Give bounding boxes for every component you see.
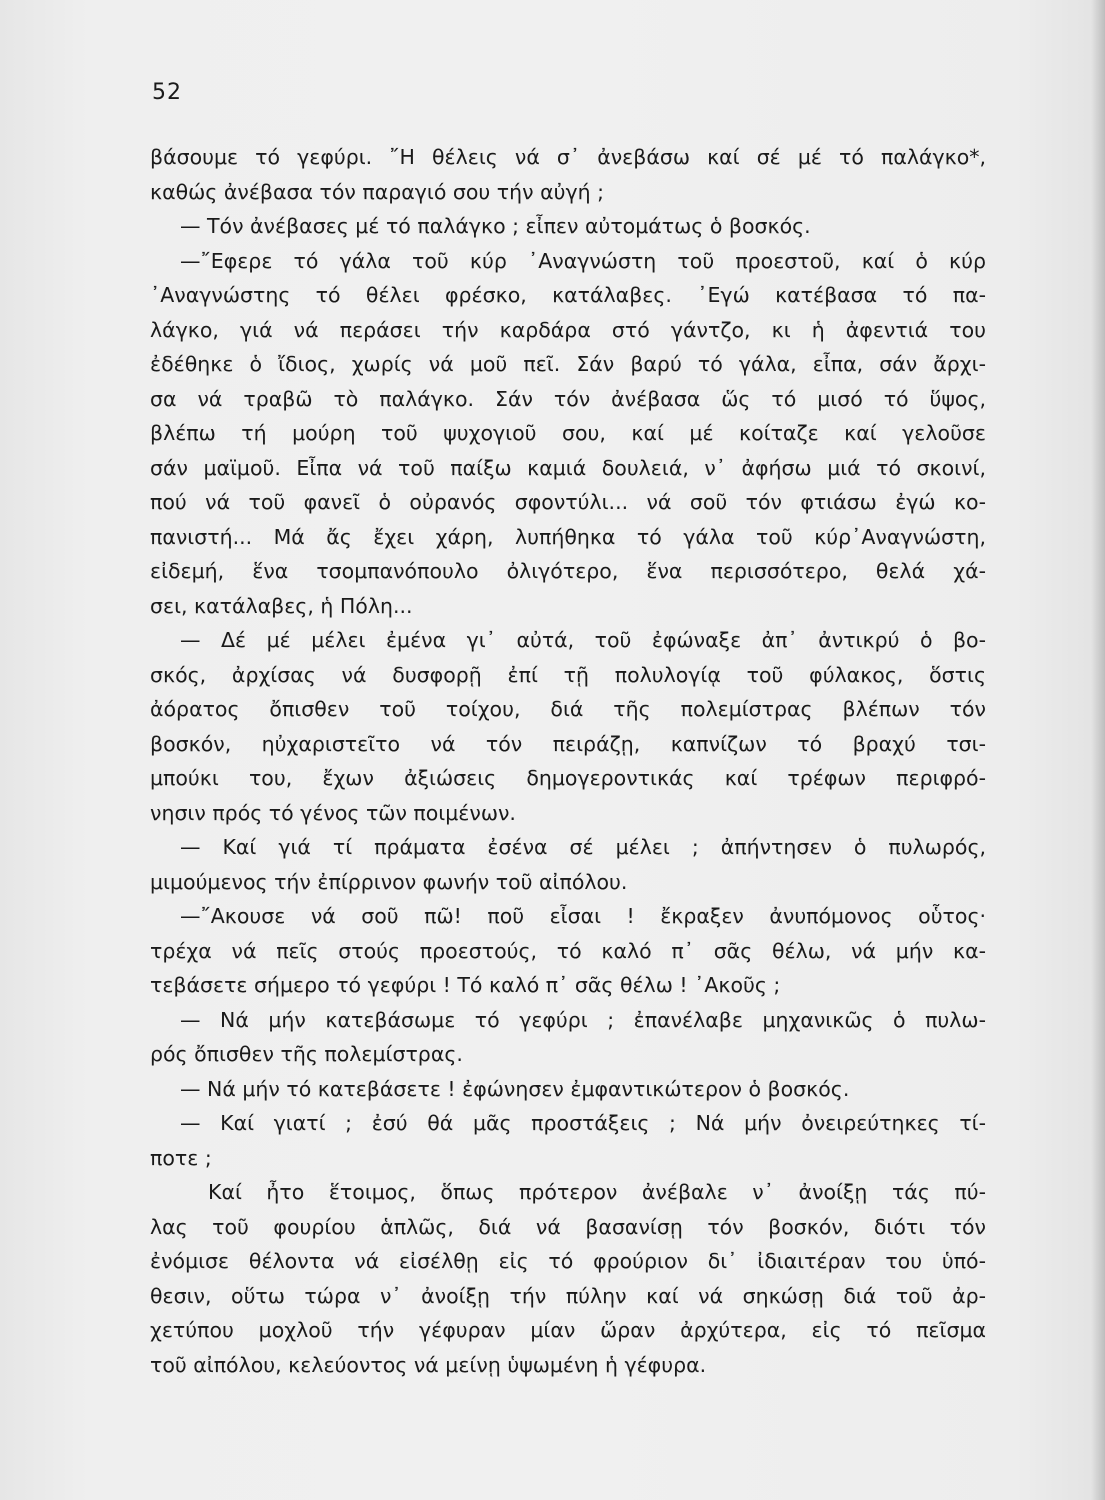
text-line: χετύπου μοχλοῦ τήν γέφυραν μίαν ὥραν ἀρχύτερα, εἰς τό πεῖσμα <box>150 1318 986 1342</box>
text-line: λας τοῦ φουρίου ἁπλῶς, διά νά βασανίσῃ τόν βοσκόν, διότι τόν <box>150 1214 986 1239</box>
text-line: βάσουμε τό γεφύρι. ῎Η θέλεις νά σ᾽ ἀνεβάσω καί σέ μέ τό παλάγκο*, <box>150 145 986 169</box>
page-edge-shadow <box>1091 0 1105 1500</box>
text-line: εἰδεμή, ἕνα τσομπανόπουλο ὀλιγότερο, ἕνα περισσότερο, θελά χά- <box>150 559 986 583</box>
text-line: — Δέ μέ μέλει ἐμένα γι᾽ αὐτά, τοῦ ἐφώναξε ἀπ᾽ ἀντικρύ ὁ βο- <box>180 628 986 652</box>
text-line: μιμούμενος τήν ἐπίρρινον φωνήν τοῦ αἰπόλου. <box>150 869 628 894</box>
text-line: μπούκι του, ἔχων ἀξιώσεις δημογεροντικάς καί τρέφων περιφρό- <box>150 766 986 790</box>
text-line: —῎Εφερε τό γάλα τοῦ κύρ ᾽Αναγνώστη τοῦ προεστοῦ, καί ὁ κύρ <box>180 248 986 273</box>
text-line: καθώς ἀνέβασα τόν παραγιό σου τήν αὐγή ; <box>150 179 605 204</box>
page-number: 52 <box>152 80 182 105</box>
text-line: ἐνόμισε θέλοντα νά εἰσέλθῃ εἰς τό φρούριον δι᾽ ἰδιαιτέραν του ὑπό- <box>150 1249 986 1273</box>
text-line: ἐδέθηκε ὁ ἴδιος, χωρίς νά μοῦ πεῖ. Σάν βαρύ τό γάλα, εἶπα, σάν ἄρχι- <box>150 352 986 376</box>
text-line: θεσιν, οὕτω τώρα ν᾽ ἀνοίξῃ τήν πύλην καί νά σηκώσῃ διά τοῦ ἀρ- <box>150 1283 986 1308</box>
text-line: τεβάσετε σήμερο τό γεφύρι ! Τό καλό π᾽ σᾶς θέλω ! ᾽Ακοῦς ; <box>150 973 781 997</box>
text-line: λάγκο, γιά νά περάσει τήν καρδάρα στό γάντζο, κι ἡ ἀφεντιά του <box>150 317 986 342</box>
text-line: βλέπω τή μούρη τοῦ ψυχογιοῦ σου, καί μέ κοίταζε καί γελοῦσε <box>150 421 986 445</box>
text-line: πού νά τοῦ φανεῖ ὁ οὐρανός σφοντύλι... νά σοῦ τόν φτιάσω ἐγώ κο- <box>150 490 986 514</box>
text-line: σκός, ἀρχίσας νά δυσφορῇ ἐπί τῇ πολυλογίᾳ τοῦ φύλακος, ὅστις <box>150 662 986 687</box>
text-line: σει, κατάλαβες, ἡ Πόλη... <box>150 593 413 618</box>
text-line: πανιστή... Μά ἄς ἔχει χάρη, λυπήθηκα τό γάλα τοῦ κύρ᾽Αναγνώστη, <box>150 524 986 549</box>
text-line: ρός ὄπισθεν τῆς πολεμίστρας. <box>150 1042 463 1066</box>
text-line: ποτε ; <box>150 1145 212 1170</box>
text-line: — Νά μήν τό κατεβάσετε ! ἐφώνησεν ἐμφαντικώτερον ὁ βοσκός. <box>180 1076 850 1101</box>
text-line: τοῦ αἰπόλου, κελεύοντος νά μείνῃ ὑψωμένη ἡ γέφυρα. <box>150 1352 707 1377</box>
body-text <box>150 140 986 1382</box>
text-line: — Καί γιά τί πράματα ἐσένα σέ μέλει ; ἀπήντησεν ὁ πυλωρός, <box>180 835 986 859</box>
text-line: Καί ἦτο ἕτοιμος, ὅπως πρότερον ἀνέβαλε ν᾽ ἀνοίξῃ τάς πύ- <box>208 1180 986 1204</box>
text-line: βοσκόν, ηὐχαριστεῖτο νά τόν πειράζῃ, καπνίζων τό βραχύ τσι- <box>150 731 986 756</box>
text-line: νησιν πρός τό γένος τῶν ποιμένων. <box>150 800 516 825</box>
text-line: —῎Ακουσε νά σοῦ πῶ! ποῦ εἶσαι ! ἔκραξεν ἀνυπόμονος οὗτος· <box>180 904 986 928</box>
text-line: σα νά τραβῶ τὸ παλάγκο. Σάν τόν ἀνέβασα ὥς τό μισό τό ὕψος, <box>150 386 986 411</box>
text-line: ᾽Αναγνώστης τό θέλει φρέσκο, κατάλαβες. ᾽Εγώ κατέβασα τό πα- <box>150 283 986 307</box>
text-line: τρέχα νά πεῖς στούς προεστούς, τό καλό π᾽ σᾶς θέλω, νά μήν κα- <box>150 938 986 963</box>
text-line: — Τόν ἀνέβασες μέ τό παλάγκο ; εἶπεν αὐτομάτως ὁ βοσκός. <box>180 214 811 238</box>
text-line: — Καί γιατί ; ἐσύ θά μᾶς προστάξεις ; Νά μήν ὀνειρεύτηκες τί- <box>180 1111 986 1135</box>
text-line: — Νά μήν κατεβάσωμε τό γεφύρι ; ἐπανέλαβε μηχανικῶς ὁ πυλω- <box>180 1007 986 1032</box>
text-line: ἀόρατος ὄπισθεν τοῦ τοίχου, διά τῆς πολεμίστρας βλέπων τόν <box>150 697 986 721</box>
text-line: σάν μαϊμοῦ. Εἶπα νά τοῦ παίξω καμιά δουλειά, ν᾽ ἀφήσω μιά τό σκοινί, <box>150 455 986 480</box>
